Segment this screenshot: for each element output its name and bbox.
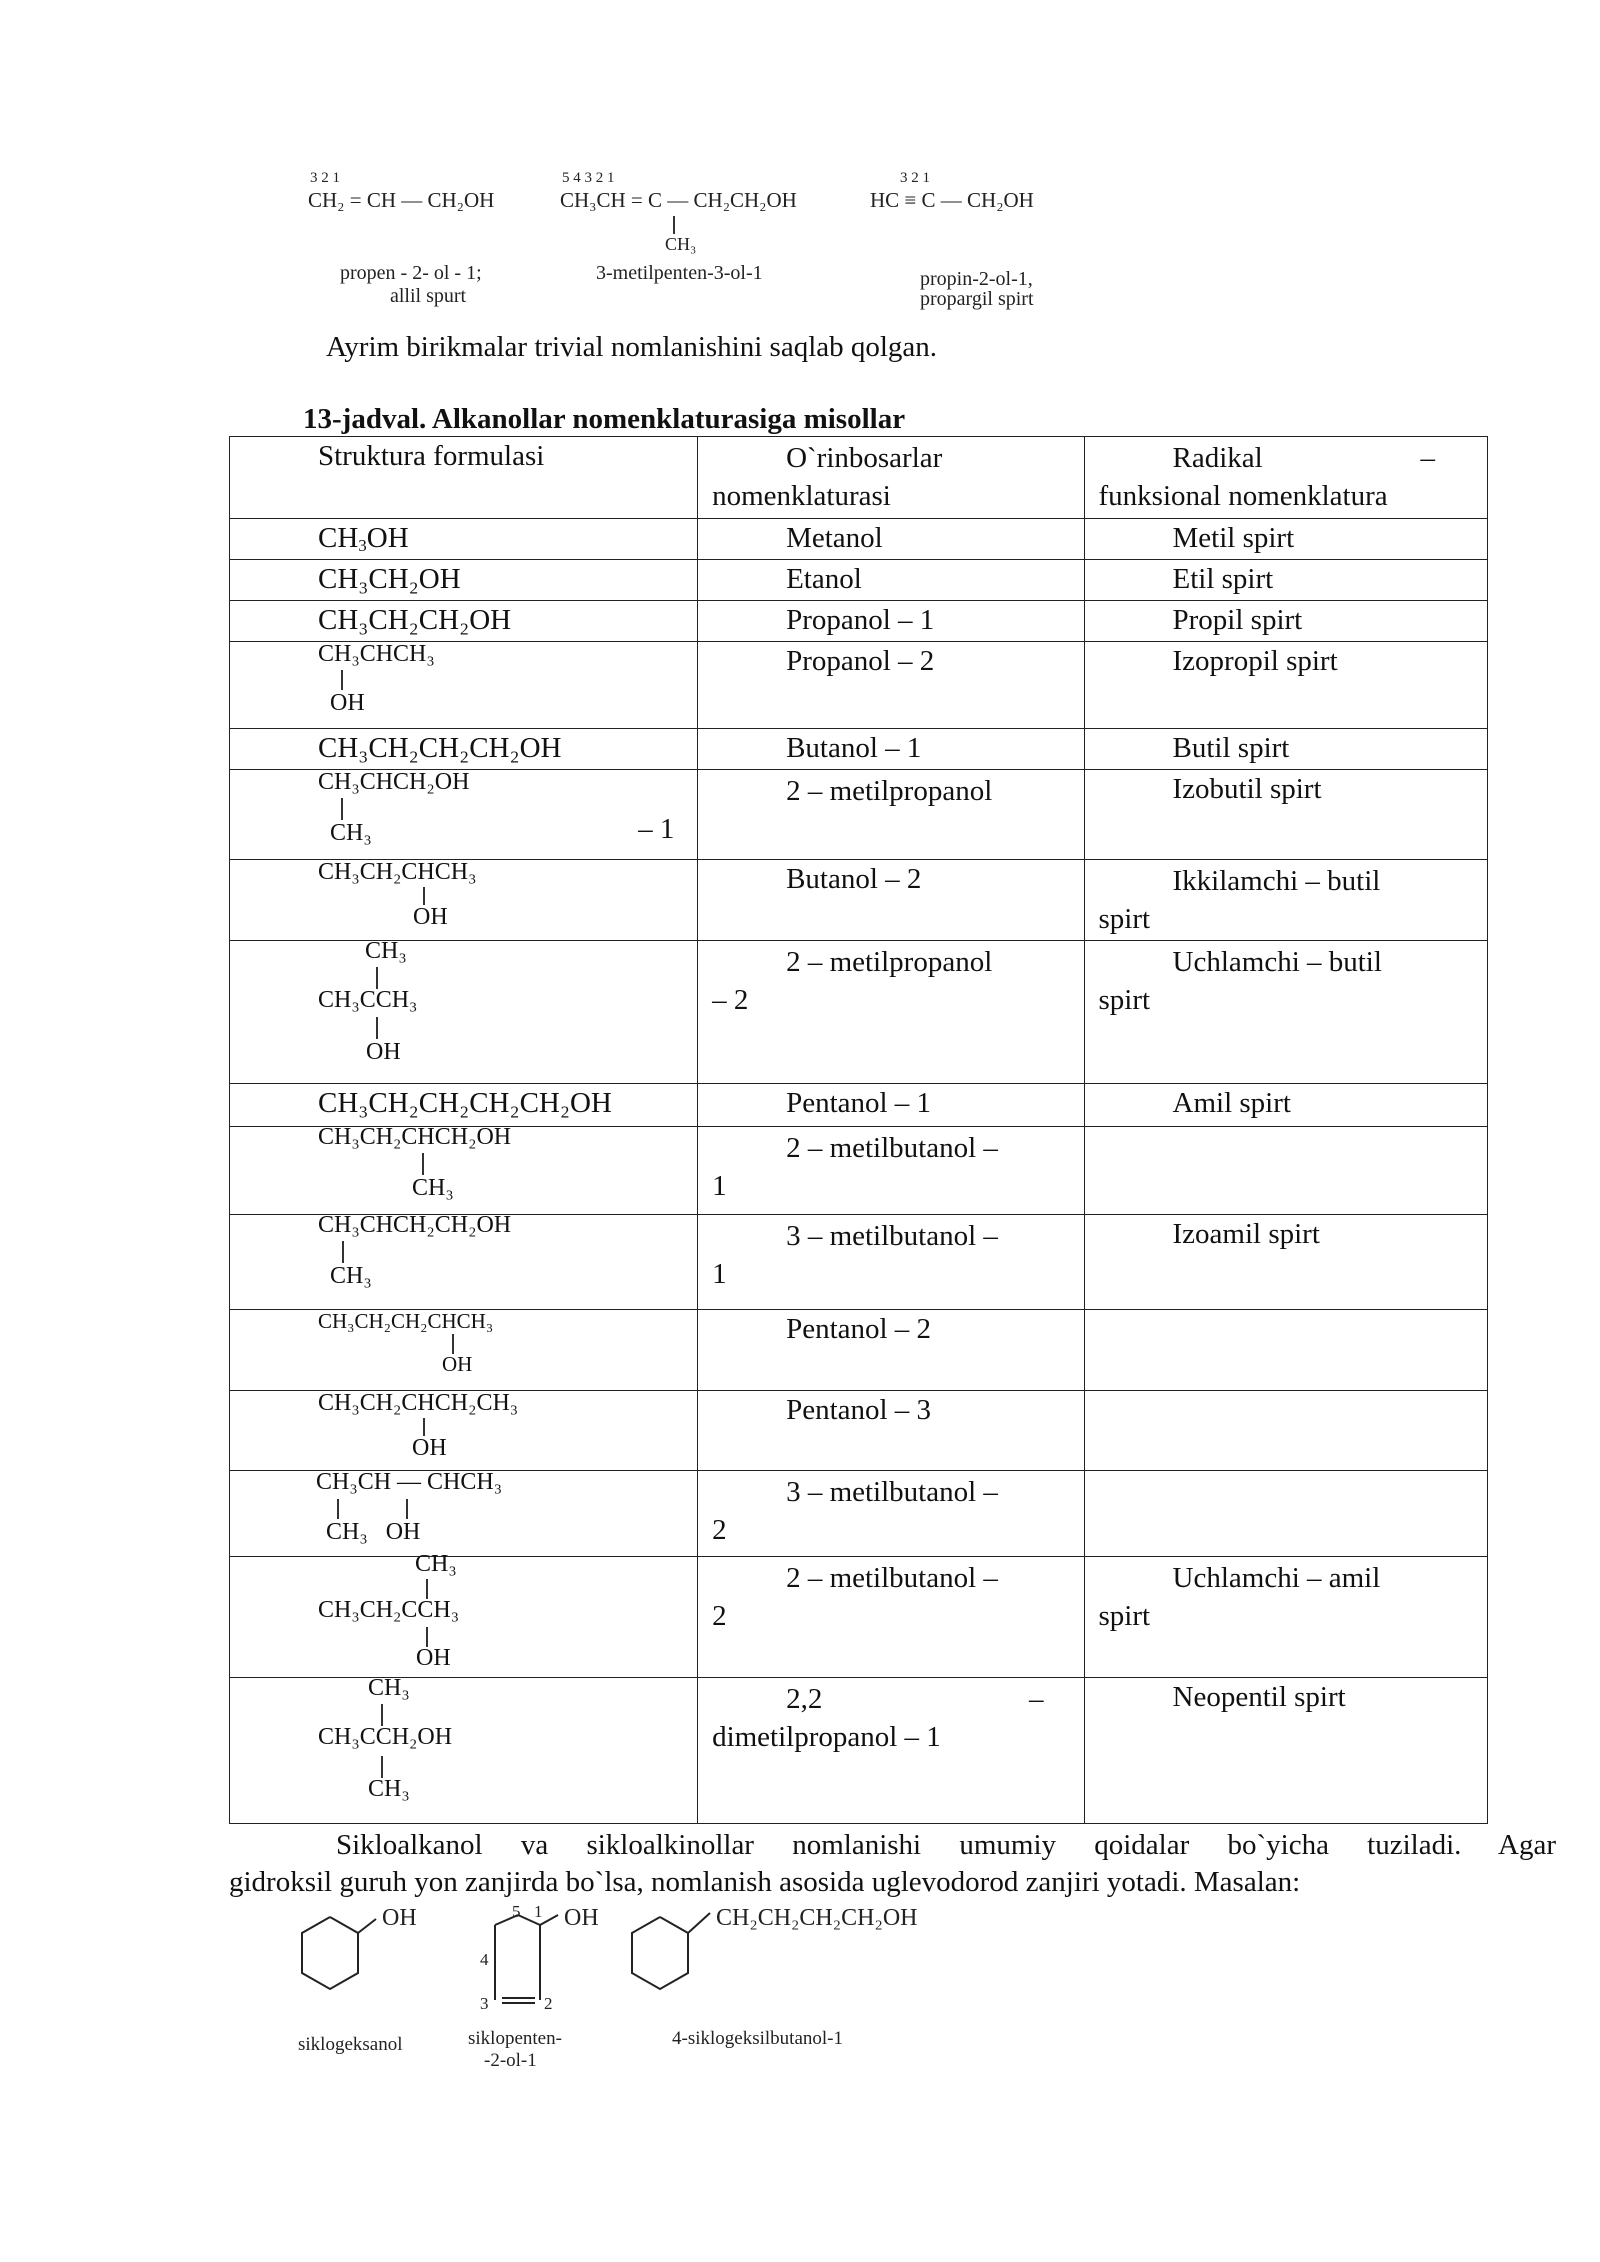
iupac-name: 2 – metilpropanol – 2 (712, 946, 993, 1016)
iupac-name: Butanol – 1 (786, 732, 922, 764)
oh-label-2: OH (564, 1905, 599, 1931)
ring-number-3: 3 (480, 1994, 489, 2013)
table-row (230, 941, 1488, 1084)
radical-name: Metil spirt (1172, 522, 1295, 554)
caption-siklopentenol-2: -2-ol-1 (484, 2050, 537, 2071)
structure-formula: CH₃CHCH₂OH CH₃ (318, 769, 470, 846)
table-row (230, 1215, 1488, 1310)
iupac-name: Pentanol – 2 (786, 1313, 932, 1345)
table-title: 13-jadval. Alkanollar nomenklaturasiga misollar (303, 403, 906, 435)
structure-formula: CH₃CH — CHCH₃ CH₃ OH (316, 1469, 503, 1545)
structure-formula: $CH_3OH$ (318, 522, 409, 555)
oh-label-1: OH (382, 1905, 417, 1931)
iupac-name: Pentanol – 1 (786, 1087, 932, 1119)
iupac-name: 2 – metilbutanol – 1 (712, 1132, 998, 1202)
structure-formula: CH₃CH₂OH (318, 563, 461, 595)
ring-number-4: 4 (480, 1950, 489, 1969)
table-row (230, 1678, 1488, 1824)
iupac-name: 2 – metilpropanol – 1 (638, 775, 993, 845)
cyclohexane-ring-2 (632, 1917, 688, 1989)
ring-number-2: 2 (544, 1994, 553, 2013)
header-radical: Radikal – funksional nomenklatura (1098, 442, 1435, 512)
table-row (230, 519, 1488, 560)
iupac-name: 2 – metilbutanol – 2 (712, 1562, 998, 1632)
structure-formula: CH₃CHCH₃ OH (318, 641, 435, 716)
iupac-name: Metanol (786, 522, 883, 554)
header-iupac: O`rinbosarlar nomenklaturasi (712, 442, 943, 512)
radical-name: Amil spirt (1172, 1087, 1291, 1119)
structure-formula: CH₃CH₂CH₂OH (318, 604, 512, 636)
structure-formula: CH₃CHCH₂CH₂OH CH₃ (318, 1212, 512, 1289)
oh-bond-2 (540, 1915, 558, 1925)
structure-formula: CH₃CH₂CHCH₂CH₃ OH (318, 1390, 519, 1461)
paragraph-line-1: Sikloalkanol va sikloalkinollar nomlanishi umumiy qoidalar bo`yicha tuziladi. Agar (336, 1829, 1556, 1861)
caption-allil: allil spurt (390, 285, 467, 307)
formula-metilpentenol: CH₃CH = C — CH₂CH₂OH (560, 188, 797, 212)
radical-name: Izobutil spirt (1172, 773, 1322, 805)
structure-formula: CH₃CH₂CH₂CHCH₃ OH (318, 1309, 494, 1376)
table-row (230, 1084, 1488, 1127)
iupac-name: Etanol (786, 563, 862, 595)
side-chain-label: CH₂CH₂CH₂CH₂OH (716, 1905, 918, 1931)
iupac-name: 3 – metilbutanol – 1 (712, 1220, 998, 1290)
iupac-name: Pentanol – 3 (786, 1394, 932, 1426)
caption-metilpentenol: 3-metilpenten-3-ol-1 (596, 262, 763, 284)
bond-line (673, 216, 675, 234)
intro-sentence: Ayrim birikmalar trivial nomlanishini saqlab qolgan. (326, 331, 938, 363)
table-header-row (230, 437, 1488, 519)
nomenclature-table (229, 436, 1488, 1824)
caption-siklogeksanol: siklogeksanol (298, 2034, 403, 2055)
structure-formula: CH₃CH₂CHCH₂OH CH₃ (318, 1124, 512, 1201)
iupac-name: Propanol – 1 (786, 604, 935, 636)
table-row (230, 770, 1488, 860)
iupac-name: 2,2 – dimetilpropanol – 1 (712, 1683, 1044, 1753)
iupac-name: Propanol – 2 (786, 645, 935, 677)
caption-siklopentenol: siklopenten- (468, 2028, 562, 2049)
table-row (230, 1310, 1488, 1391)
structure-formula: CH₃CH₂CH₂CH₂CH₂OH (318, 1087, 612, 1119)
iupac-name: Butanol – 2 (786, 863, 922, 895)
radical-name: Izopropil spirt (1172, 645, 1338, 677)
structure-formula: CH₃CH₂CH₂CH₂OH (318, 732, 562, 764)
caption-siklogeksilbutanol: 4-siklogeksilbutanol-1 (672, 2028, 843, 2049)
iupac-name: 3 – metilbutanol – 2 (712, 1476, 998, 1546)
radical-name: Uchlamchi – butil spirt (1098, 946, 1382, 1016)
formula-propenol: CH₂ = CH — CH₂OH (308, 188, 495, 212)
table-row (230, 1471, 1488, 1557)
radical-name: Izoamil spirt (1172, 1218, 1320, 1250)
caption-propargil: propargil spirt (920, 288, 1034, 310)
side-chain-bond (688, 1913, 710, 1933)
ring-number-1: 1 (534, 1902, 543, 1921)
header-structure: Struktura formulasi (318, 440, 545, 472)
structure-formula: CH₃ CH₃CCH₂OH CH₃ (318, 1675, 453, 1802)
table-row (230, 1127, 1488, 1215)
ring-number-5: 5 (512, 1902, 521, 1921)
table-row (230, 1391, 1488, 1471)
formula-substituent: CH₃ (665, 234, 697, 254)
table-row (230, 601, 1488, 642)
atom-numbers-2: 5 4 3 2 1 (562, 170, 615, 186)
atom-numbers-3: 3 2 1 (900, 170, 930, 186)
structure-formula: CH₃CH₂CHCH₃ OH (318, 859, 477, 930)
structure-formula: CH₃ CH₃CH₂CCH₃ OH (318, 1551, 460, 1671)
radical-name: Butil spirt (1172, 732, 1290, 764)
caption-propenol: propen - 2- ol - 1; (340, 262, 482, 284)
radical-name: Uchlamchi – amil spirt (1098, 1562, 1381, 1632)
cyclohexane-ring-1 (302, 1917, 358, 1989)
radical-name: Etil spirt (1172, 563, 1274, 595)
radical-name: Ikkilamchi – butil spirt (1098, 865, 1381, 935)
table-row (230, 1557, 1488, 1678)
paragraph-line-2: gidroksil guruh yon zanjirda bo`lsa, nomlanish asosida uglevodorod zanjiri yotadi. Masalan: (229, 1866, 1301, 1898)
table-row (230, 860, 1488, 941)
atom-numbers-1: 3 2 1 (310, 170, 340, 186)
radical-name: Neopentil spirt (1172, 1681, 1346, 1713)
radical-name: Propil spirt (1172, 604, 1303, 636)
caption-propinol: propin-2-ol-1, (920, 268, 1033, 290)
table-row (230, 729, 1488, 770)
structure-formula: CH₃ CH₃CCH₃ OH (318, 938, 418, 1065)
oh-bond-1 (358, 1919, 376, 1933)
table-row (230, 560, 1488, 601)
formula-propinol: HC ≡ C — CH₂OH (870, 188, 1034, 212)
table-row (230, 642, 1488, 729)
